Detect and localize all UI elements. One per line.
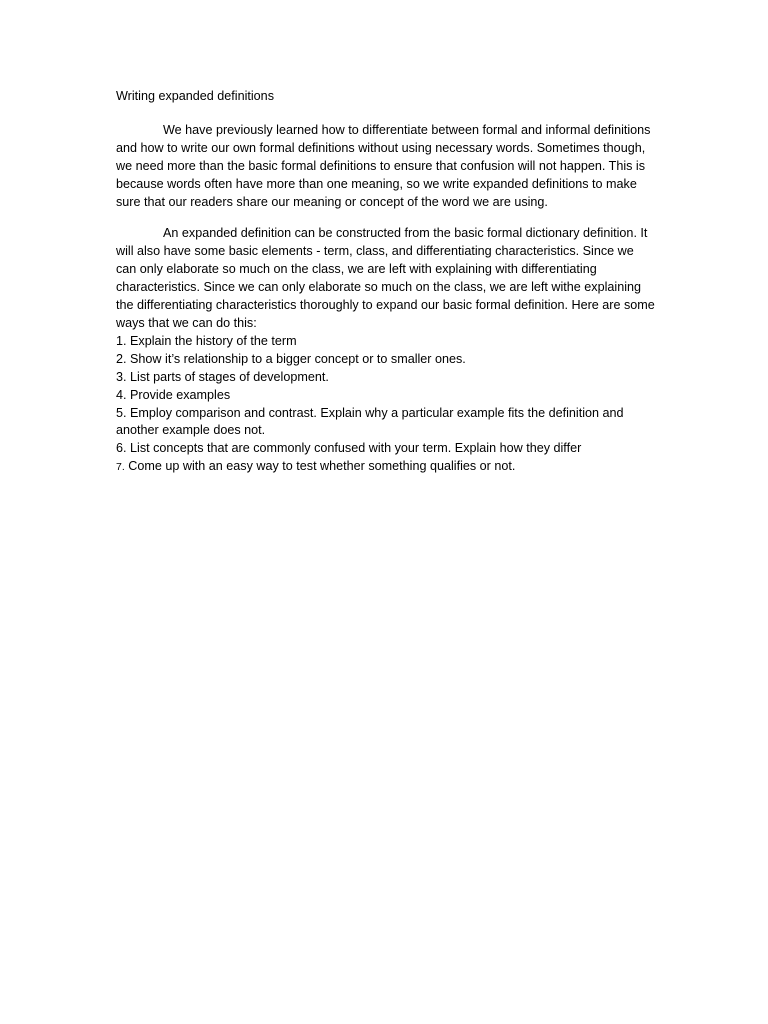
list-item-text: Employ comparison and contrast. Explain why a particular example fits the definition and another example does not. (116, 405, 624, 438)
list-item-text: List parts of stages of development. (130, 369, 329, 384)
list-item-text: List concepts that are commonly confused with your term. Explain how they differ (130, 441, 582, 456)
list-item (116, 351, 656, 369)
list-item (116, 405, 656, 441)
list-item-number: 4. (116, 387, 127, 402)
list-item (116, 458, 656, 477)
document-title: Writing expanded definitions (116, 89, 274, 103)
list-item-number: 2. (116, 351, 127, 366)
list-item-text: Explain the history of the term (130, 333, 297, 348)
list-item-number: 7. (116, 461, 125, 474)
list-item (116, 333, 656, 351)
list-item (116, 369, 656, 387)
paragraph-intro: We have previously learned how to differentiate between formal and informal definitions and how to write our own formal definitions without using necessary words. Sometimes though, we need more than the basic formal definitions to ensure that confusion will not happen. This is because words often have more than one meaning, so we write expanded definitions to make sure that our readers share our meaning or concept of the word we are using. (116, 122, 651, 209)
list-item-text: Come up with an easy way to test whether something qualifies or not. (128, 459, 516, 474)
list-item (116, 440, 656, 458)
list-item-number: 1. (116, 333, 127, 348)
list-item-number: 5. (116, 405, 127, 420)
list-item-text: Show it’s relationship to a bigger concept or to smaller ones. (130, 351, 466, 366)
ways-list (116, 333, 656, 477)
paragraph-expanded-definition: An expanded definition can be constructed from the basic formal dictionary definition. It will also have some basic elements - term, class, and differentiating characteristics. Since we can only elaborate so much on the class, we are left with explaining with differentiating characteristics. Since we can only elaborate so much on the class, we are left withe explaining the differentiating characteristics thoroughly to expand our basic formal definition. Here are some ways that we can do this: (116, 226, 655, 330)
list-item (116, 387, 656, 405)
list-item-text: Provide examples (130, 387, 231, 402)
list-item-number: 3. (116, 369, 127, 384)
list-item-number: 6. (116, 441, 127, 456)
document-body (116, 88, 656, 477)
